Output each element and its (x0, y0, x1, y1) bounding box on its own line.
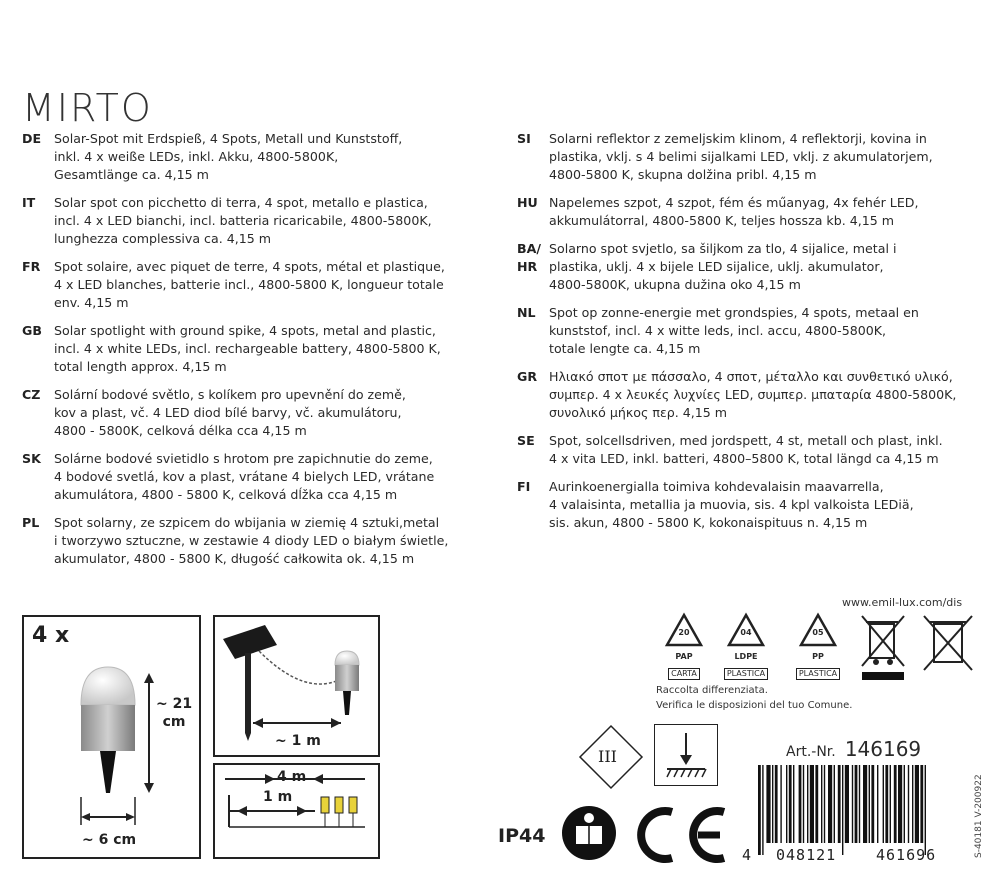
description-line: 4 x vita LED, inkl. batteri, 4800–5800 K, total längd ca 4,15 m (549, 451, 939, 466)
description-line: kov a plast, vč. 4 LED diod bílé barvy, vč. akumulátoru, (54, 405, 402, 420)
recycle-material: PLASTICA (796, 668, 840, 680)
barcode-bar (925, 765, 926, 855)
language-entry (22, 386, 492, 440)
barcode-bar (885, 765, 888, 843)
description-line: Spot solarny, ze szpicem do wbijania w ziemię 4 sztuki,metal (54, 515, 440, 530)
description-line: Spot, solcellsdriven, med jordspett, 4 st, metall och plast, inkl. (549, 433, 943, 448)
barcode-bar (894, 765, 897, 843)
description-line: sis. akun, 4800 - 5800 K, kokonaispituus n. 4,15 m (549, 515, 868, 530)
description-line: 4800-5800K, ukupna dužina oko 4,15 m (549, 277, 801, 292)
language-code: DE (22, 131, 42, 146)
description-line: 4800 - 5800K, celková délka cca 4,15 m (54, 423, 307, 438)
language-entry (22, 130, 492, 184)
barcode-bar (908, 765, 909, 843)
barcode-bar (871, 765, 874, 843)
language-code: FR (22, 259, 41, 274)
description-column-right (517, 130, 987, 542)
description-line: env. 4,15 m (54, 295, 129, 310)
barcode-group-2: 461696 (876, 846, 937, 864)
barcode-bar (780, 765, 781, 843)
vertical-product-code: S-40181 V-200922 (974, 774, 984, 858)
language-description (54, 130, 492, 184)
language-code: SE (517, 433, 535, 448)
language-entry (22, 258, 492, 312)
website-url: www.emil-lux.com/dis (842, 596, 963, 609)
article-number (786, 737, 921, 761)
description-line: inkl. 4 x weiße LEDs, inkl. Akku, 4800-5800K, (54, 149, 339, 164)
description-line: akkumulátorral, 4800-5800 K, teljes hossza kb. 4,15 m (549, 213, 895, 228)
language-entry (517, 130, 987, 184)
language-code: PL (22, 515, 40, 530)
description-line: Spot op zonne-energie met grondspies, 4 spots, metaal en (549, 305, 919, 320)
barcode-bar (762, 765, 763, 855)
description-line: lunghezza complessiva ca. 4,15 m (54, 231, 272, 246)
description-line: i tworzywo sztuczne, w zestawie 4 diody LED o białym świetle, (54, 533, 449, 548)
description-line: Solarno spot svjetlo, sa šiljkom za tlo, 4 sijalice, metal i (549, 241, 897, 256)
description-line: 4 x LED blanches, batterie incl., 4800-5800 K, longueur totale (54, 277, 444, 292)
barcode-bar (766, 765, 770, 843)
description-line: Solar spotlight with ground spike, 4 spots, metal and plastic, (54, 323, 436, 338)
recycle-number: 05 (812, 628, 824, 637)
language-code: GB (22, 323, 42, 338)
installation-symbol-box (654, 724, 718, 786)
barcode-bar (789, 765, 792, 843)
read-manual-icon (560, 804, 618, 862)
cable-length-label: ~ 1 m (275, 733, 321, 749)
language-description (549, 478, 987, 532)
language-code: SK (22, 451, 41, 466)
ground-icon (655, 725, 717, 785)
barcode-bar (904, 765, 905, 843)
barcode-bar (810, 765, 814, 843)
article-value: 146169 (844, 737, 922, 761)
recycle-note-2: Verifica le disposizioni del tuo Comune. (656, 700, 853, 711)
language-description (54, 450, 492, 504)
recycle-code: PAP (675, 652, 693, 661)
language-description (54, 386, 492, 440)
height-label: ~ 21 cm (156, 696, 193, 730)
language-entry (517, 304, 987, 358)
total-length-label: 4 m (277, 769, 307, 785)
barcode-bar (920, 765, 923, 843)
spacing-length-label: 1 m (263, 789, 293, 805)
description-line: 4 valaisinta, metallia ja muovia, sis. 4 kpl valkoista LEDiä, (549, 497, 914, 512)
language-description (549, 432, 987, 468)
barcode-bar (852, 765, 853, 843)
class-iii-label: III (598, 747, 617, 766)
barcode-bar (793, 765, 794, 843)
description-line: total length approx. 4,15 m (54, 359, 227, 374)
barcode-bar (915, 765, 919, 843)
language-entry (517, 368, 987, 422)
recycle-material: CARTA (668, 668, 700, 680)
battery-bin-icon (920, 612, 976, 674)
ean-barcode (750, 765, 972, 857)
recycle-symbol (790, 612, 846, 680)
description-line: 4 bodové svetlá, kov a plast, vrátane 4 bielych LED, vrátane (54, 469, 435, 484)
recycle-symbol (656, 612, 712, 680)
language-code: CZ (22, 387, 41, 402)
ce-mark-icon (626, 802, 730, 866)
barcode-bar (877, 765, 878, 843)
length-box (213, 763, 380, 859)
recycle-number: 04 (740, 628, 752, 637)
recycle-symbol (718, 612, 774, 680)
language-description (54, 194, 492, 248)
recycle-number: 20 (678, 628, 690, 637)
description-line: συνολικό μήκος περ. 4,15 m (549, 405, 728, 420)
description-line: incl. 4 x LED bianchi, incl. batteria ricaricabile, 4800-5800K, (54, 213, 432, 228)
spot-count-label: 4 x (32, 623, 70, 648)
barcode-bar (842, 765, 843, 855)
barcode-bar (898, 765, 902, 843)
barcode-bar (807, 765, 808, 843)
description-column-left (22, 130, 492, 578)
language-entry (22, 450, 492, 504)
barcode-bar (758, 765, 761, 855)
description-line: Solar-Spot mit Erdspieß, 4 Spots, Metall und Kunststoff, (54, 131, 403, 146)
language-code: FI (517, 479, 531, 494)
barcode-bar (775, 765, 778, 843)
description-line: Aurinkoenergialla toimiva kohdevalaisin maavarrella, (549, 479, 884, 494)
barcode-bar (883, 765, 884, 843)
barcode-first-digit: 4 (742, 846, 753, 864)
barcode-bar (821, 765, 822, 843)
language-description (54, 322, 492, 376)
barcode-bar (869, 765, 870, 843)
language-description (549, 240, 987, 294)
description-line: Gesamtlänge ca. 4,15 m (54, 167, 209, 182)
barcode-bar (786, 765, 787, 843)
description-line: Solárne bodové svietidlo s hrotom pre zapichnutie do zeme, (54, 451, 433, 466)
barcode-bar (890, 765, 891, 843)
language-description (549, 304, 987, 358)
description-line: Solar spot con picchetto di terra, 4 spot, metallo e plastica, (54, 195, 428, 210)
language-entry (517, 432, 987, 468)
barcode-bar (772, 765, 773, 843)
recycle-code: PP (812, 652, 824, 661)
description-line: plastika, vklj. s 4 belimi sijalkami LED, vklj. z akumulatorjem, (549, 149, 933, 164)
description-line: Solární bodové světlo, s kolíkem pro upevnění do země, (54, 387, 406, 402)
language-description (549, 368, 987, 422)
recycle-note-1: Raccolta differenziata. (656, 685, 768, 696)
weee-bin-icon (858, 612, 908, 682)
language-code: IT (22, 195, 36, 210)
solar-panel-box (213, 615, 380, 757)
language-entry (517, 240, 987, 294)
language-entry (22, 514, 492, 568)
description-line: Ηλιακό σποτ με πάσσαλο, 4 σποτ, μέταλλο και συνθετικό υλικό, (549, 369, 953, 384)
description-line: Napelemes szpot, 4 szpot, fém és műanyag, 4x fehér LED, (549, 195, 919, 210)
recycle-material: PLASTICA (724, 668, 768, 680)
description-line: Solarni reflektor z zemeljskim klinom, 4 reflektorji, kovina in (549, 131, 927, 146)
description-line: incl. 4 x white LEDs, incl. rechargeable battery, 4800-5800 K, (54, 341, 441, 356)
language-entry (517, 478, 987, 532)
language-code: GR (517, 369, 538, 384)
barcode-bar (838, 765, 841, 843)
barcode-bar (834, 765, 835, 843)
lamp-illustration (24, 617, 199, 857)
barcode-bar (912, 765, 913, 843)
language-description (54, 258, 492, 312)
language-code: SI (517, 131, 531, 146)
language-entry (517, 194, 987, 230)
language-entry (22, 194, 492, 248)
description-line: plastika, uklj. 4 x bijele LED sijalice, uklj. akumulator, (549, 259, 884, 274)
product-title: MIRTO (22, 86, 153, 130)
barcode-bar (845, 765, 849, 843)
language-description (549, 130, 987, 184)
barcode-bar (824, 765, 825, 843)
barcode-bar (803, 765, 804, 843)
article-label: Art.-Nr. (786, 744, 836, 760)
language-description (54, 514, 492, 568)
description-line: totale lengte ca. 4,15 m (549, 341, 701, 356)
barcode-bar (863, 765, 867, 843)
barcode-bar (855, 765, 858, 843)
language-code: BA/ HR (517, 241, 541, 274)
ip-rating: IP44 (498, 825, 546, 847)
language-code: HU (517, 195, 538, 210)
description-line: συμπερ. 4 x λευκές λυχνίες LED, συμπερ. μπαταρία 4800-5800K, (549, 387, 957, 402)
lamp-size-box (22, 615, 201, 859)
barcode-bar (859, 765, 860, 843)
description-line: akumulátora, 4800 - 5800 K, celková dĺžka cca 4,15 m (54, 487, 398, 502)
language-code: NL (517, 305, 536, 320)
barcode-bar (828, 765, 832, 843)
barcode-bar (815, 765, 818, 843)
description-line: akumulator, 4800 - 5800 K, długość całkowita ok. 4,15 m (54, 551, 415, 566)
language-entry (22, 322, 492, 376)
width-label: ~ 6 cm (82, 832, 137, 848)
description-line: Spot solaire, avec piquet de terre, 4 spots, métal et plastique, (54, 259, 445, 274)
description-line: kunststof, incl. 4 x witte leds, incl. accu, 4800-5800K, (549, 323, 886, 338)
language-description (549, 194, 987, 230)
recycle-code: LDPE (734, 652, 758, 661)
barcode-bar (799, 765, 802, 843)
description-line: 4800-5800 K, skupna dolžina pribl. 4,15 m (549, 167, 817, 182)
barcode-group-1: 048121 (776, 846, 837, 864)
